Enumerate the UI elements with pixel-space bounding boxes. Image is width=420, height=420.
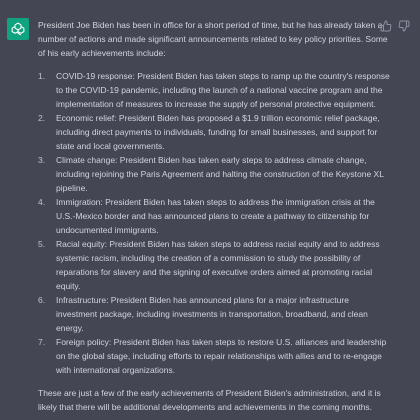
list-item-text: Immigration: President Biden has taken steps to address the immigration crisis at the U.S.-Mexico border and has announced plans to create a pathway to citizenship for undocumented immigrants. (56, 197, 375, 235)
list-item-text: Racial equity: President Biden has taken steps to address racial equity and to address systemic racism, including the creation of a commission to study the possibility of reparations for slavery and the signing of executive orders aimed at promoting racial equity. (56, 239, 380, 291)
list-item (38, 153, 390, 195)
thumbs-up-button[interactable] (380, 20, 392, 32)
openai-logo-icon (7, 18, 29, 40)
assistant-message (38, 18, 390, 420)
list-item (38, 195, 390, 237)
list-item-text: Infrastructure: President Biden has announced plans for a major infrastructure investment package, including investments in transportation, broadband, and clean energy. (56, 295, 368, 333)
list-item-text: Climate change: President Biden has taken early steps to address climate change, including rejoining the Paris Agreement and halting the construction of the Keystone XL pipeline. (56, 155, 384, 193)
list-item-text: Foreign policy: President Biden has taken steps to restore U.S. alliances and leadership on the global stage, including efforts to repair relationships with allies and to re-engage with international organizations. (56, 337, 387, 375)
message-outro: These are just a few of the early achievements of President Biden's administration, and it is likely that there will be additional developments and achievements in the coming months. (38, 388, 381, 412)
message-intro: President Joe Biden has been in office for a short period of time, but he has already taken a number of actions and made significant announcements related to key policy priorities. Some of his early achievements include: (38, 20, 388, 58)
list-item-number: 2. (38, 113, 46, 123)
list-item (38, 293, 390, 335)
achievements-list (38, 69, 390, 377)
feedback-actions (380, 20, 410, 32)
list-item-text: Economic relief: President Biden has proposed a $1.9 trillion economic relief package, including direct payments to individuals, funding for small businesses, and support for state and local governments. (56, 113, 380, 151)
thumbs-down-icon (398, 20, 410, 32)
list-item (38, 335, 390, 377)
list-item-number: 1. (38, 71, 46, 81)
thumbs-up-icon (380, 20, 392, 32)
list-item-number: 5. (38, 239, 46, 249)
list-item-number: 6. (38, 295, 46, 305)
list-item (38, 111, 390, 153)
list-item-text: COVID-19 response: President Biden has taken steps to ramp up the country's response to the COVID-19 pandemic, including the launch of a national vaccine program and the implementation of measures to increase the supply of personal protective equipment. (56, 71, 390, 109)
list-item-number: 4. (38, 197, 46, 207)
thumbs-down-button[interactable] (398, 20, 410, 32)
list-item (38, 237, 390, 293)
list-item (38, 69, 390, 111)
list-item-number: 3. (38, 155, 46, 165)
list-item-number: 7. (38, 337, 46, 347)
